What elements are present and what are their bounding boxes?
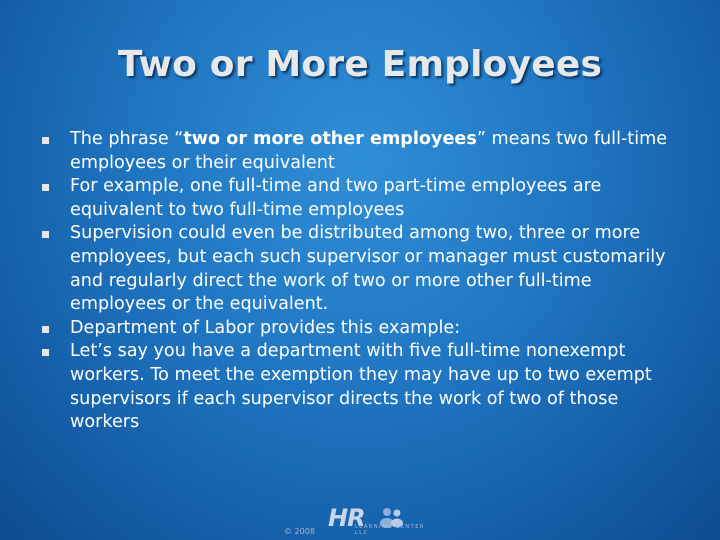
square-bullet-icon: [42, 137, 49, 144]
bullet-text-emphasis: two or more other employees: [183, 129, 477, 149]
bullet-text-prefix: The phrase “: [70, 129, 184, 149]
bullet-text: Let’s say you have a department with five full-time nonexempt workers. To meet the exemption they may have up to two exempt supervisors if each supervisor directs the work of two of those workers: [70, 341, 652, 433]
square-bullet-icon: [42, 326, 49, 333]
bullet-item: [40, 340, 680, 434]
bullet-text: Supervision could even be distributed among two, three or more employees, but each such supervisor or manager must customarily and regularly direct the work of two or more other full-time employees or the equivalent.: [70, 223, 666, 315]
bullet-item: [40, 128, 680, 175]
bullet-text-suffix: ” means two full-time employees or their equivalent: [70, 129, 668, 173]
square-bullet-icon: [42, 349, 49, 356]
logo-subtitle: LEARNING CENTER LLC: [355, 524, 425, 536]
bullet-item: [40, 175, 680, 222]
bullet-item: [40, 222, 680, 316]
bullet-text: Department of Labor provides this example:: [70, 317, 461, 338]
hr-learning-center-logo: [325, 504, 435, 538]
copyright-text: © 2008: [284, 527, 315, 536]
footer: [0, 502, 720, 540]
bullet-list: [40, 128, 680, 435]
bullet-item: [40, 317, 680, 341]
square-bullet-icon: [42, 231, 49, 238]
logo-wordmark: HR: [328, 504, 365, 532]
square-bullet-icon: [42, 184, 49, 191]
slide-title: Two or More Employees: [117, 44, 603, 85]
bullet-text: For example, one full-time and two part-time employees are equivalent to two full-time employees: [70, 176, 602, 220]
